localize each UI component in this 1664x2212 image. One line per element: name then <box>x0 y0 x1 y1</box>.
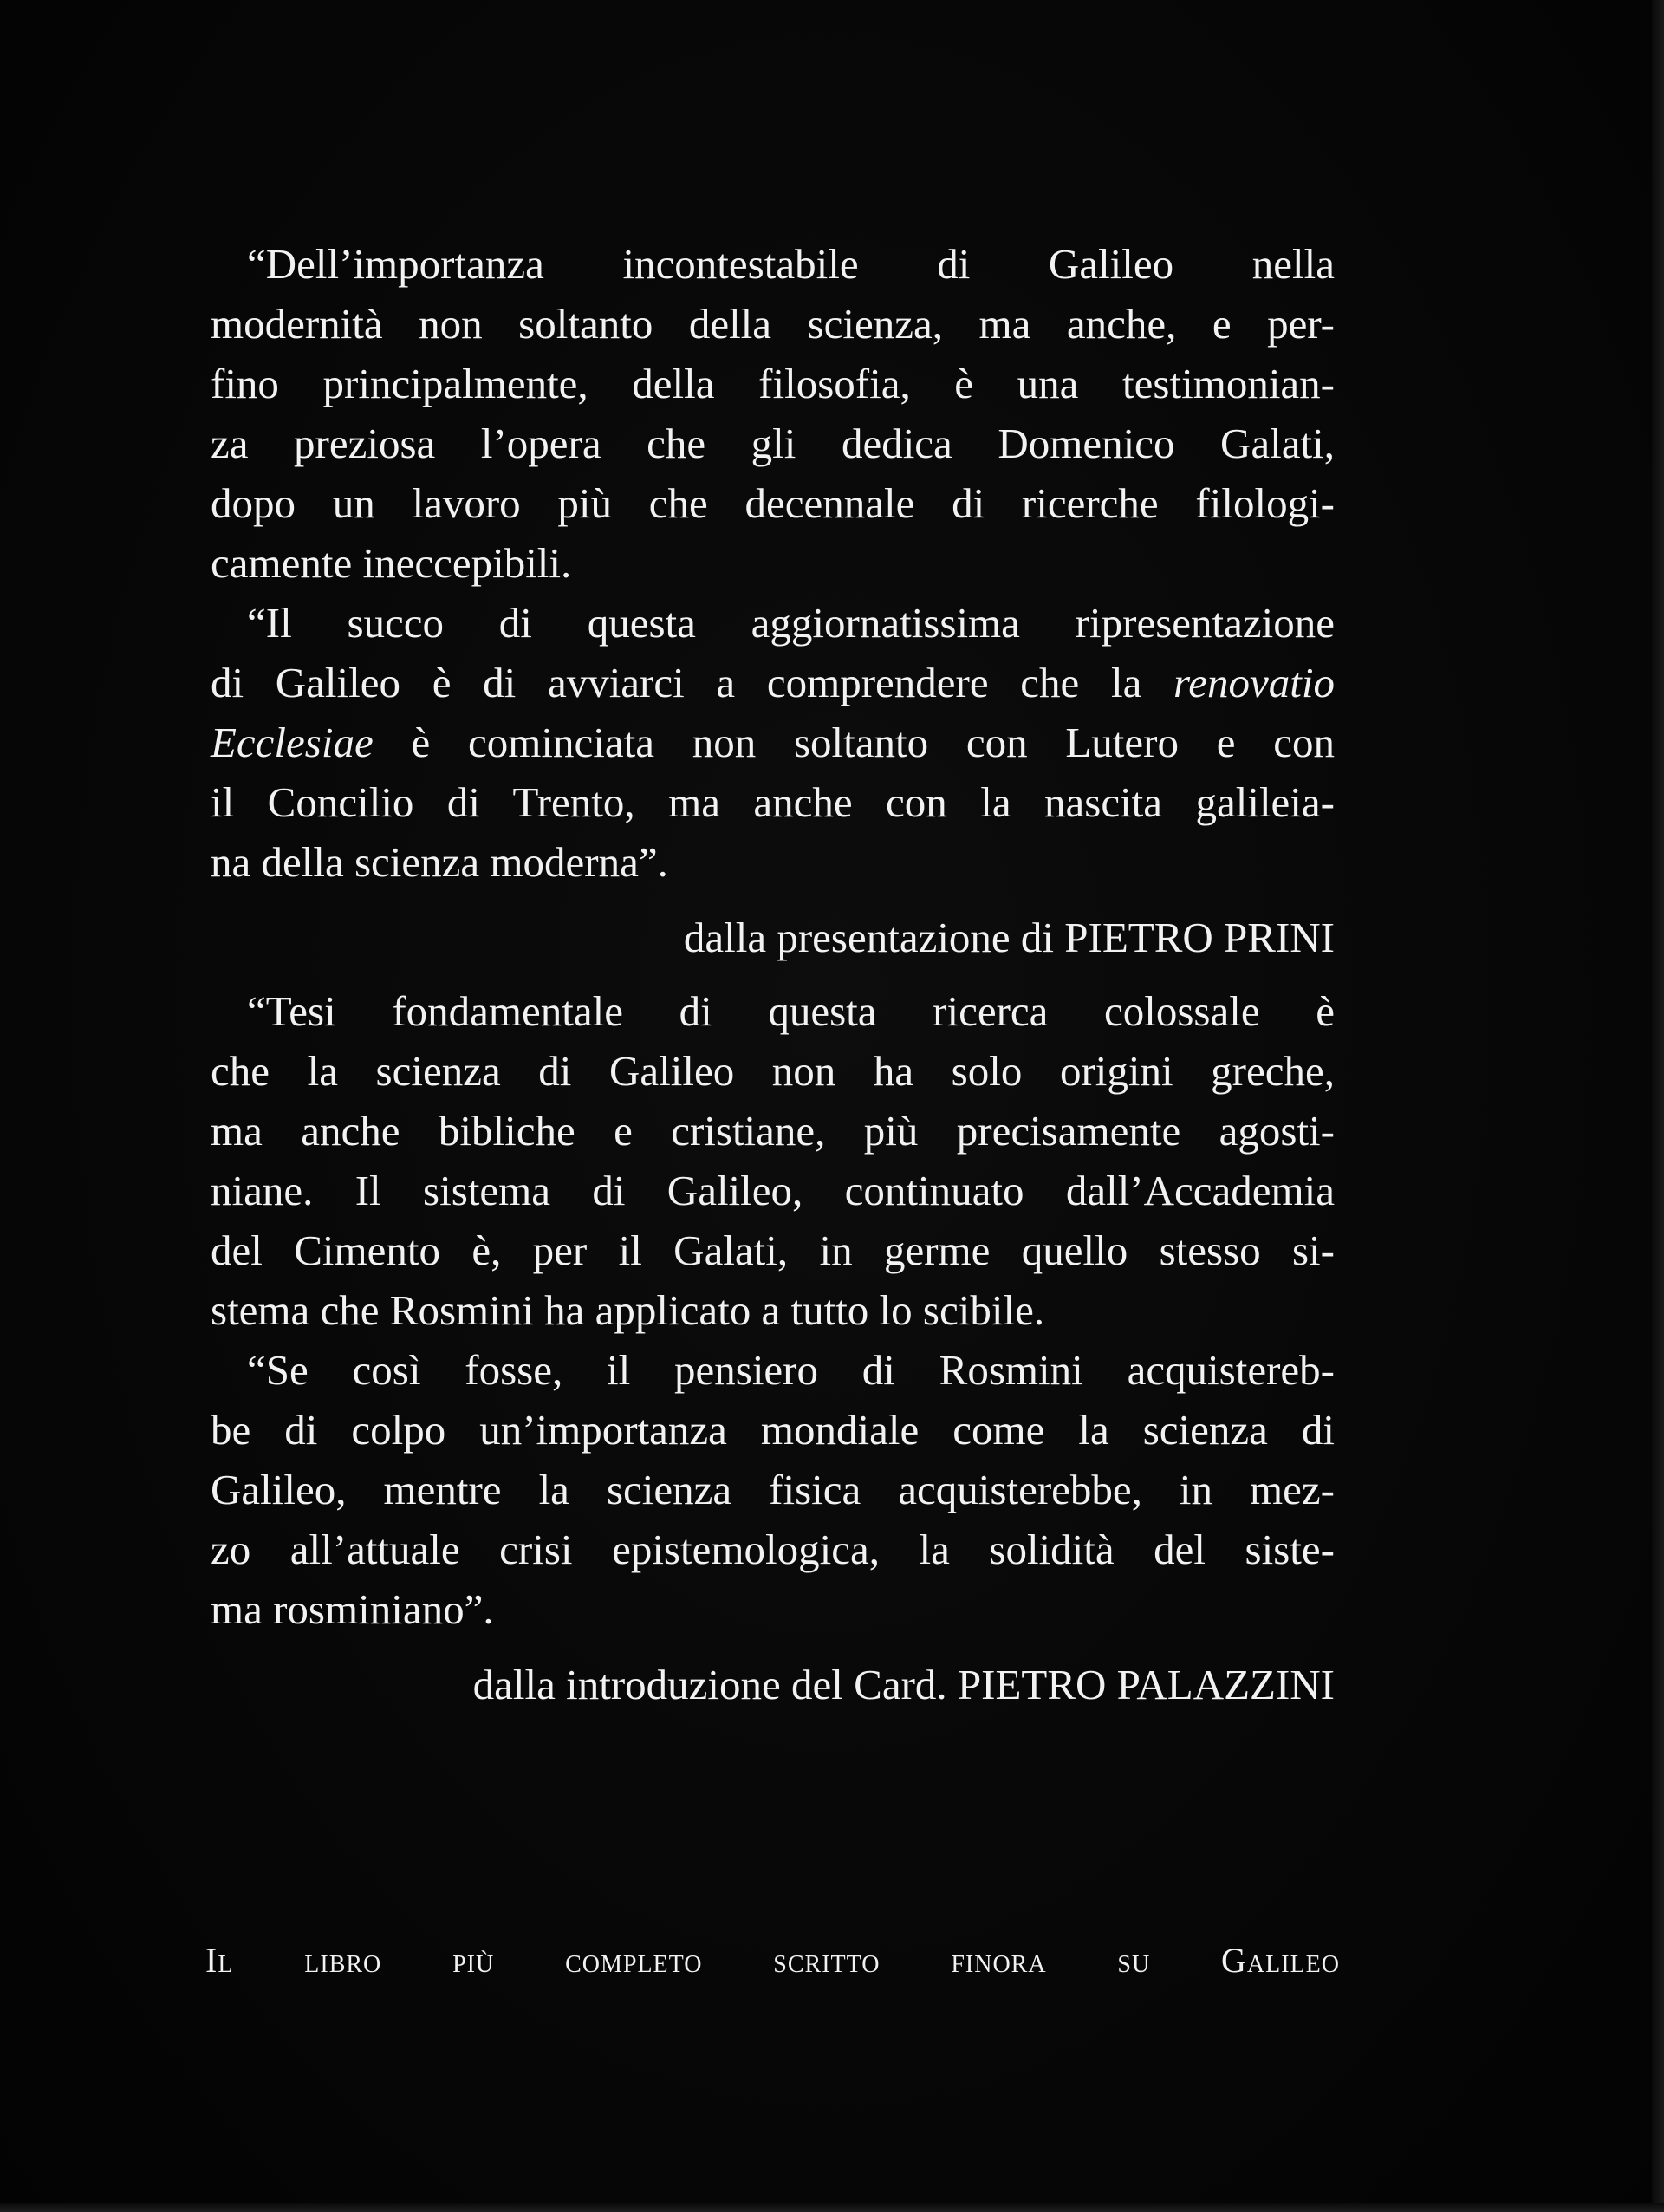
text-line: “Il succo di questa aggiornatissima ripresentazione <box>247 599 1335 647</box>
text-line: “Dell’importanza incontestabile di Galileo nella <box>247 240 1335 288</box>
text-line: za preziosa l’opera che gli dedica Domenico Galati, <box>211 420 1335 467</box>
text-line: Galileo, mentre la scienza fisica acquisterebbe, in mez- <box>211 1466 1335 1513</box>
text-line: “Se così fosse, il pensiero di Rosmini acquistereb- <box>247 1346 1335 1394</box>
quote-paragraph-4 <box>211 1340 1335 1639</box>
text-line: ma rosminiano”. <box>211 1585 494 1633</box>
text-line: “Tesi fondamentale di questa ricerca colossale è <box>247 987 1335 1035</box>
text-line: del Cimento è, per il Galati, in germe quello stesso si- <box>211 1226 1335 1274</box>
text-line: dopo un lavoro più che decennale di ricerche filologi- <box>211 479 1335 527</box>
text-line <box>211 712 1335 772</box>
text-span: di Galileo è di avviarci a comprendere che la <box>211 659 1174 706</box>
text-line: il Concilio di Trento, ma anche con la nascita galileia- <box>211 778 1335 826</box>
italic-term: Ecclesiae <box>211 719 374 766</box>
text-line: modernità non soltanto della scienza, ma anche, e per- <box>211 300 1335 348</box>
quote-paragraph-3 <box>211 981 1335 1340</box>
blurb-text <box>211 234 1335 1714</box>
text-line: ma anche bibliche e cristiane, più precisamente agosti- <box>211 1107 1335 1155</box>
text-span: è cominciata non soltanto con Lutero e con <box>373 719 1335 766</box>
text-line <box>211 653 1335 712</box>
cover-tagline: Il libro più completo scritto finora su Galileo <box>205 1941 1340 1980</box>
text-line: che la scienza di Galileo non ha solo origini greche, <box>211 1047 1335 1095</box>
text-line: zo all’attuale crisi epistemologica, la solidità del siste- <box>211 1526 1335 1573</box>
attribution-prini: dalla presentazione di PIETRO PRINI <box>683 914 1335 961</box>
attribution-palazzini: dalla introduzione del Card. PIETRO PALAZZINI <box>472 1661 1335 1708</box>
text-line: fino principalmente, della filosofia, è una testimonian- <box>211 360 1335 407</box>
text-line: niane. Il sistema di Galileo, continuato dall’Accademia <box>211 1167 1335 1214</box>
italic-term: renovatio <box>1173 659 1335 706</box>
text-line: na della scienza moderna”. <box>211 838 668 886</box>
cover-bottom-edge <box>0 2203 1664 2212</box>
text-line: be di colpo un’importanza mondiale come la scienza di <box>211 1406 1335 1454</box>
text-line: stema che Rosmini ha applicato a tutto lo scibile. <box>211 1286 1045 1334</box>
quote-paragraph-1 <box>211 234 1335 593</box>
text-line: camente ineccepibili. <box>211 539 572 587</box>
cover-right-edge <box>1652 0 1664 2212</box>
quote-paragraph-2 <box>211 593 1335 892</box>
